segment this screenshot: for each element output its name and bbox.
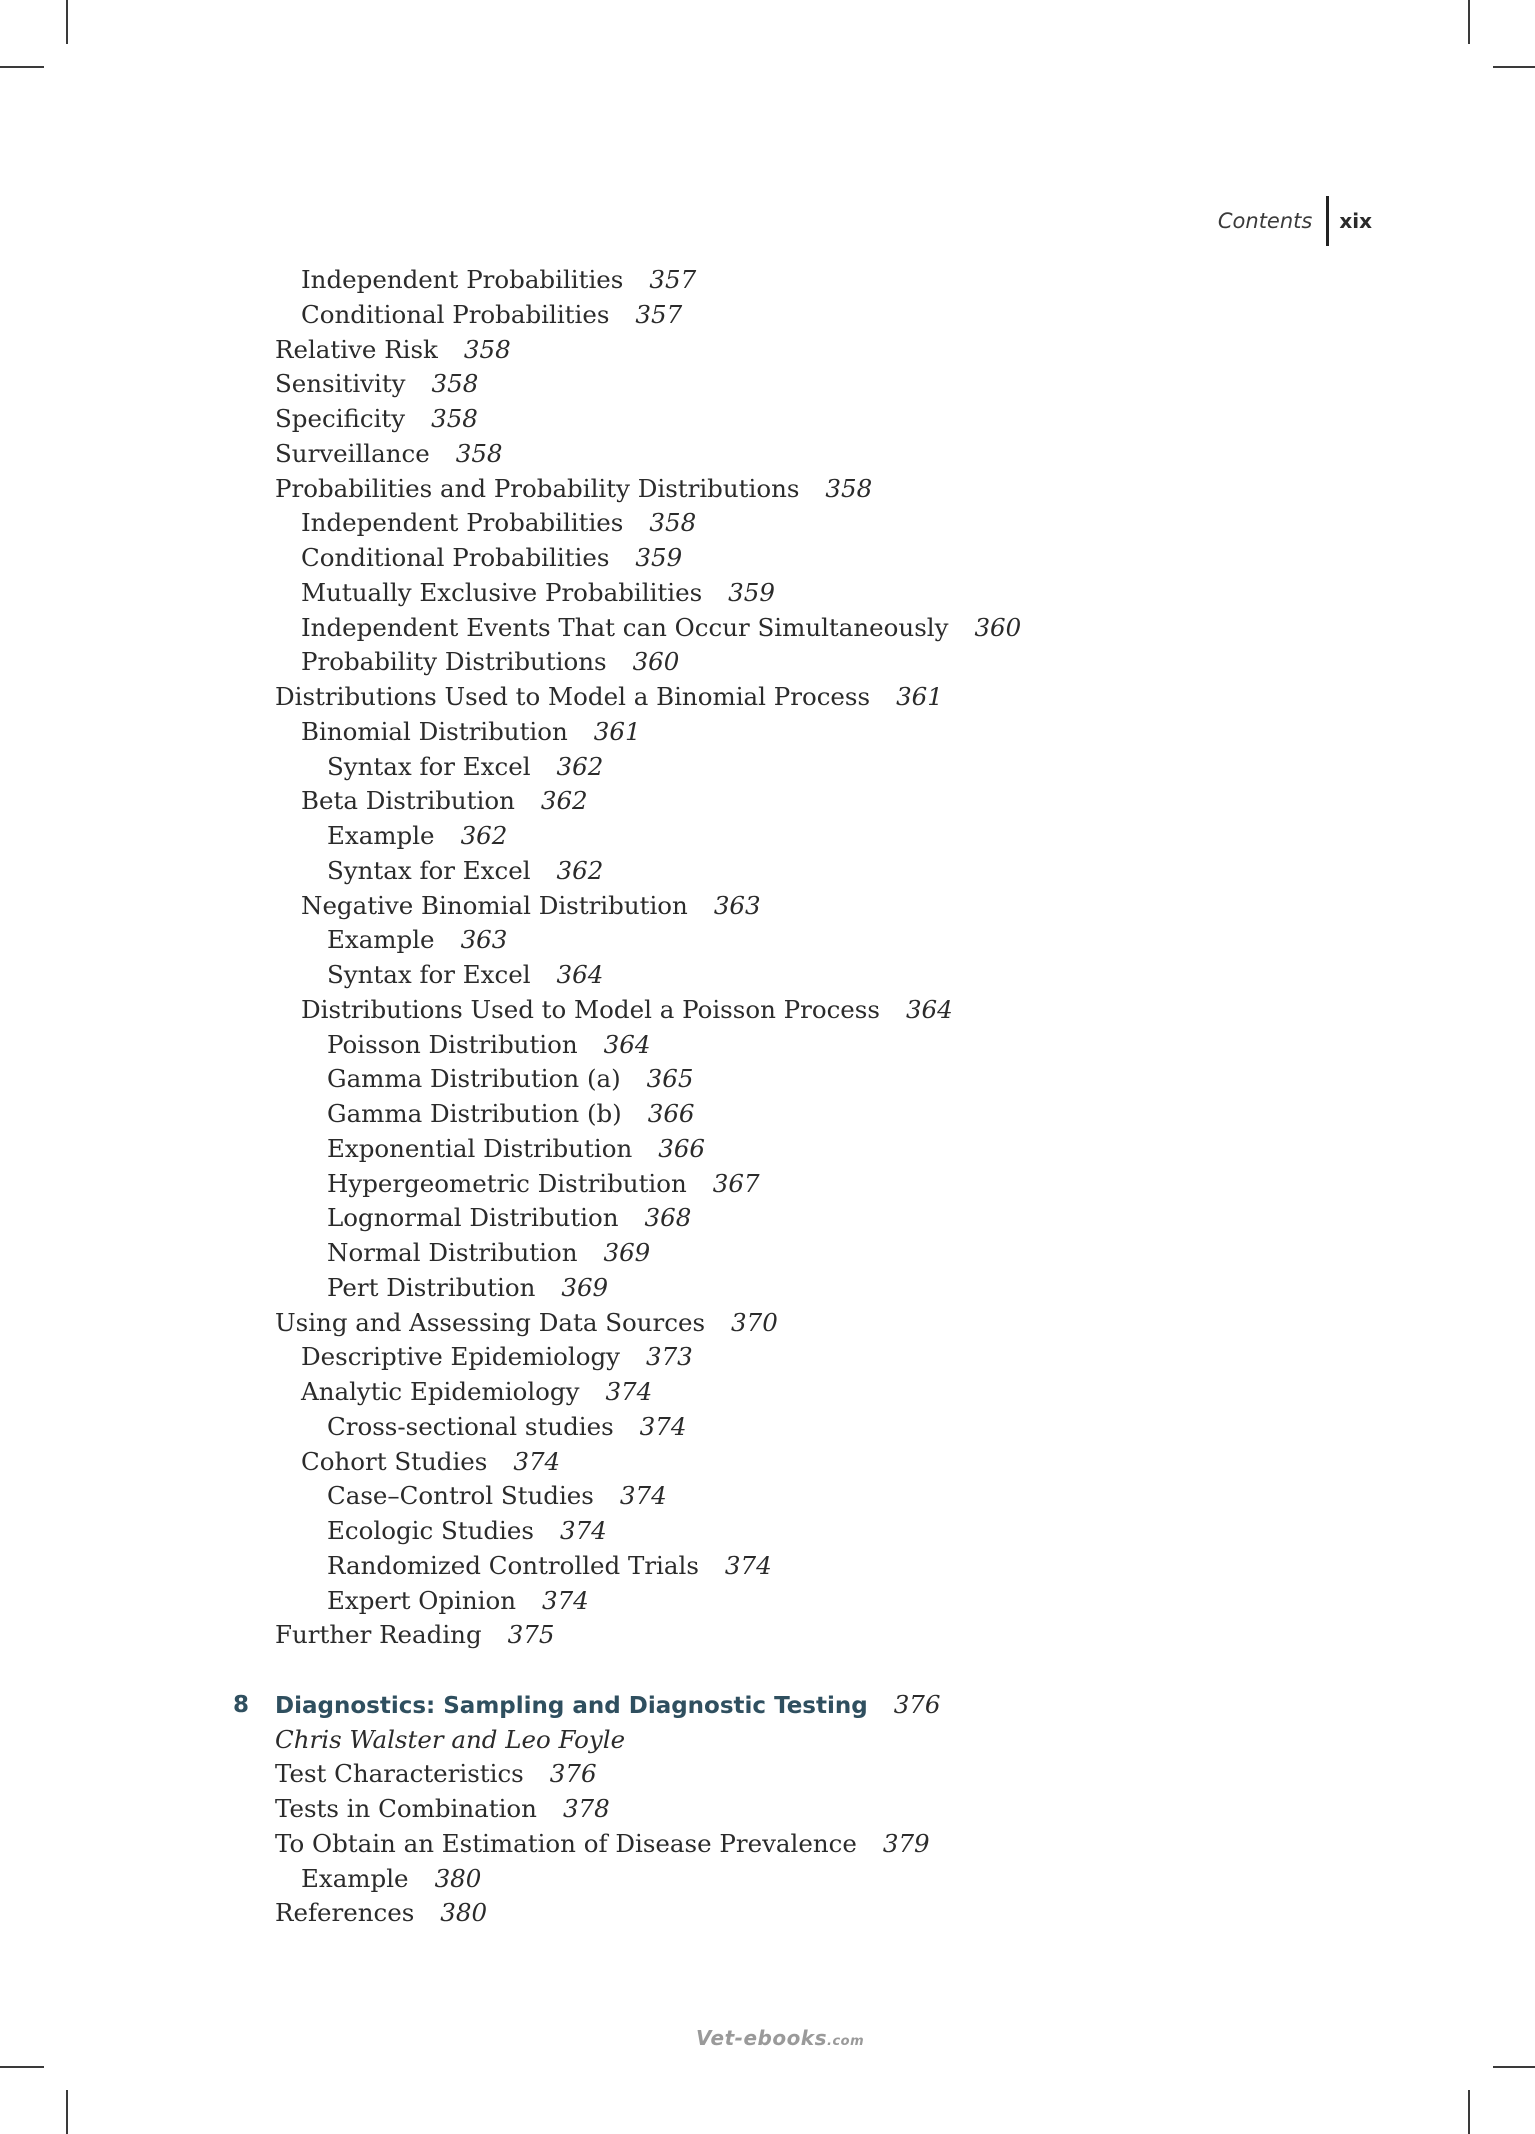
toc-entry[interactable] (0, 1167, 1535, 1202)
toc-entry-title: Syntax for Excel (327, 751, 531, 781)
toc-entry-page: 363 (713, 890, 761, 920)
toc-entry-page: 364 (556, 960, 604, 989)
toc-entry-page: 379 (882, 1828, 930, 1858)
toc-entry-page: 362 (540, 786, 588, 816)
crop-mark-top-left (66, 0, 68, 44)
toc-entry[interactable] (0, 1827, 1535, 1862)
toc-entry-title: Conditional Probabilities (301, 543, 610, 572)
toc-entry[interactable] (0, 1201, 1535, 1236)
toc-entry-title: Example (327, 821, 435, 850)
toc-entry-title: Using and Assessing Data Sources (275, 1307, 706, 1337)
toc-entry-page: 364 (603, 1029, 651, 1059)
crop-mark-bottom-right (1468, 2090, 1470, 2134)
toc-entry-title: Tests in Combination (275, 1794, 537, 1823)
toc-entry-page: 362 (556, 855, 604, 885)
toc-entry-page: 358 (431, 369, 479, 399)
crop-mark-top-right (1468, 0, 1470, 44)
toc-entry-title: Lognormal Distribution (327, 1203, 619, 1233)
toc-entry-title: Independent Probabilities (301, 265, 624, 294)
running-title: Contents (1217, 209, 1313, 233)
toc-entry-page: 369 (603, 1238, 651, 1267)
toc-entry-page: 357 (635, 299, 683, 329)
toc-entry[interactable] (0, 437, 1535, 472)
chapter-page: 376 (893, 1689, 941, 1719)
toc-entry-title: Beta Distribution (301, 786, 515, 816)
toc-entry-page: 359 (635, 543, 683, 572)
toc-entry-title: To Obtain an Estimation of Disease Prevalence (275, 1828, 857, 1858)
toc-entry-title: Example (301, 1863, 409, 1893)
toc-entry-page: 375 (507, 1620, 555, 1650)
toc-entry-title: Analytic Epidemiology (301, 1377, 580, 1406)
toc-entry-page: 357 (649, 265, 697, 294)
toc-entry[interactable] (0, 889, 1535, 924)
toc-entry-title: Cohort Studies (301, 1446, 488, 1476)
toc-entry-title: Sensitivity (275, 369, 406, 399)
toc-entry-title: Pert Distribution (327, 1272, 536, 1302)
toc-entry-page: 369 (561, 1272, 609, 1302)
toc-entry-title: Binomial Distribution (301, 716, 568, 746)
toc-entry-page: 368 (644, 1203, 692, 1233)
chapter-authors: Chris Walster and Leo Foyle (275, 1724, 626, 1754)
crop-mark-bottom-left (66, 2090, 68, 2134)
toc-entry-title: Expert Opinion (327, 1585, 516, 1615)
toc-entry-page: 359 (728, 577, 775, 607)
toc-entry[interactable] (0, 784, 1535, 819)
toc-entry-page: 358 (431, 404, 478, 433)
toc-entry-title: Hypergeometric Distribution (327, 1168, 687, 1198)
toc-entry-title: Independent Events That can Occur Simultaneously (301, 612, 949, 642)
toc-entry[interactable] (0, 750, 1535, 785)
toc-entry-title: Syntax for Excel (327, 855, 531, 885)
toc-entry-page: 374 (724, 1550, 772, 1580)
toc-list (0, 263, 1535, 1653)
chapter-entries (0, 1757, 1535, 1931)
toc-entry-page: 358 (463, 334, 511, 364)
toc-entry-title: Mutually Exclusive Probabilities (301, 577, 703, 607)
crop-mark-top-right-h (1493, 66, 1535, 68)
toc-entry-title: Further Reading (275, 1620, 482, 1650)
toc-entry[interactable] (0, 472, 1535, 507)
toc-entry[interactable] (0, 576, 1535, 611)
toc-entry-page: 366 (647, 1099, 695, 1128)
footer-logo (696, 2026, 864, 2050)
crop-mark-bottom-left-h (0, 2066, 44, 2068)
toc-entry-title: Randomized Controlled Trials (327, 1550, 699, 1580)
toc-entry-page: 380 (440, 1898, 488, 1928)
toc-entry[interactable] (0, 854, 1535, 889)
toc-entry-title: Conditional Probabilities (301, 299, 610, 329)
toc-entry[interactable] (0, 715, 1535, 750)
toc-entry-page: 364 (905, 994, 953, 1024)
toc-entry-title: References (275, 1898, 415, 1928)
toc-entry-title: Normal Distribution (327, 1238, 578, 1267)
toc-entry-page: 360 (632, 647, 680, 677)
logo-domain: .com (827, 2034, 865, 2049)
toc-entry[interactable] (0, 298, 1535, 333)
toc-entry[interactable] (0, 1097, 1535, 1132)
toc-entry-title: Probability Distributions (301, 647, 607, 677)
toc-entry-page: 374 (513, 1446, 561, 1476)
toc-entry-title: Surveillance (275, 438, 430, 468)
chapter-heading[interactable] (0, 1688, 1535, 1723)
toc-entry[interactable] (0, 1028, 1535, 1063)
toc-entry-title: Example (327, 925, 435, 955)
toc-entry-title: Relative Risk (275, 334, 438, 364)
toc-entry-page: 358 (649, 508, 697, 538)
crop-mark-top-left-h (0, 66, 44, 68)
toc-entry[interactable] (0, 506, 1535, 541)
toc-entry[interactable] (0, 1306, 1535, 1341)
toc-entry-title: Independent Probabilities (301, 508, 624, 538)
toc-entry[interactable] (0, 680, 1535, 715)
toc-entry-title: Poisson Distribution (327, 1029, 578, 1059)
logo-main: Vet-ebooks (696, 2026, 828, 2050)
running-header (1218, 196, 1372, 246)
toc-entry-page: 361 (593, 716, 641, 746)
toc-entry-title: Cross-sectional studies (327, 1411, 614, 1441)
toc-entry-page: 358 (825, 473, 873, 503)
toc-entry[interactable] (0, 1792, 1535, 1827)
toc-entry-title: Descriptive Epidemiology (301, 1342, 620, 1372)
toc-entry[interactable] (0, 1618, 1535, 1653)
toc-entry-page: 363 (460, 925, 508, 955)
toc-entry[interactable] (0, 1757, 1535, 1792)
toc-entry-page: 365 (646, 1064, 694, 1094)
toc-entry-page: 378 (562, 1794, 610, 1823)
toc-entry-page: 373 (646, 1342, 693, 1372)
toc-entry[interactable] (0, 1549, 1535, 1584)
toc-entry-page: 360 (974, 612, 1022, 642)
toc-entry-page: 374 (639, 1411, 687, 1441)
page-number: xix (1339, 209, 1372, 233)
toc-entry-title: Distributions Used to Model a Binomial Process (275, 682, 871, 711)
toc-entry-page: 370 (731, 1307, 778, 1337)
chapter-gap (0, 1653, 1535, 1688)
toc-entry[interactable] (0, 1340, 1535, 1375)
toc-entry-page: 362 (460, 821, 508, 850)
toc-entry[interactable] (0, 1271, 1535, 1306)
toc-entry-title: Distributions Used to Model a Poisson Process (301, 994, 880, 1024)
toc-entry-page: 374 (541, 1585, 589, 1615)
toc-entry-title: Case–Control Studies (327, 1481, 594, 1511)
toc-entry-page: 362 (556, 751, 604, 781)
toc-entry-page: 361 (896, 682, 943, 711)
toc-entry[interactable] (0, 1236, 1535, 1271)
toc-entry[interactable] (0, 1445, 1535, 1480)
toc-entry-title: Gamma Distribution (b) (327, 1099, 622, 1128)
toc-entry[interactable] (0, 263, 1535, 298)
toc-entry-page: 376 (549, 1759, 597, 1789)
toc-entry[interactable] (0, 611, 1535, 646)
toc-entry[interactable] (0, 1132, 1535, 1167)
toc-entry[interactable] (0, 402, 1535, 437)
table-of-contents (0, 263, 1535, 1931)
toc-entry[interactable] (0, 958, 1535, 993)
toc-entry[interactable] (0, 1375, 1535, 1410)
chapter-authors-row (0, 1723, 1535, 1758)
toc-entry-page: 374 (605, 1377, 653, 1406)
toc-entry-title: Negative Binomial Distribution (301, 890, 688, 920)
toc-entry[interactable] (0, 1062, 1535, 1097)
toc-entry[interactable] (0, 1862, 1535, 1897)
crop-mark-bottom-right-h (1493, 2066, 1535, 2068)
toc-entry[interactable] (0, 1896, 1535, 1931)
toc-entry[interactable] (0, 367, 1535, 402)
toc-entry-title: Gamma Distribution (a) (327, 1064, 621, 1094)
toc-entry[interactable] (0, 541, 1535, 576)
toc-entry[interactable] (0, 333, 1535, 368)
toc-entry[interactable] (0, 645, 1535, 680)
toc-entry[interactable] (0, 1514, 1535, 1549)
toc-entry-page: 358 (455, 438, 503, 468)
toc-entry-page: 367 (712, 1168, 760, 1198)
toc-entry[interactable] (0, 923, 1535, 958)
toc-entry[interactable] (0, 1479, 1535, 1514)
chapter-title: Diagnostics: Sampling and Diagnostic Testing (275, 1692, 868, 1719)
toc-entry-page: 374 (619, 1481, 667, 1511)
toc-entry-page: 374 (559, 1516, 607, 1545)
toc-entry[interactable] (0, 819, 1535, 854)
toc-entry-title: Exponential Distribution (327, 1133, 633, 1163)
toc-entry-page: 366 (658, 1133, 705, 1163)
toc-entry[interactable] (0, 1410, 1535, 1445)
toc-entry-page: 380 (434, 1863, 482, 1893)
chapter-number: 8 (233, 1691, 250, 1718)
toc-entry-title: Probabilities and Probability Distributions (275, 473, 800, 503)
toc-entry-title: Test Characteristics (275, 1759, 524, 1789)
toc-entry[interactable] (0, 1584, 1535, 1619)
toc-entry-title: Ecologic Studies (327, 1516, 534, 1545)
toc-entry-title: Syntax for Excel (327, 960, 531, 989)
toc-entry-title: Specificity (275, 404, 406, 433)
toc-entry[interactable] (0, 993, 1535, 1028)
